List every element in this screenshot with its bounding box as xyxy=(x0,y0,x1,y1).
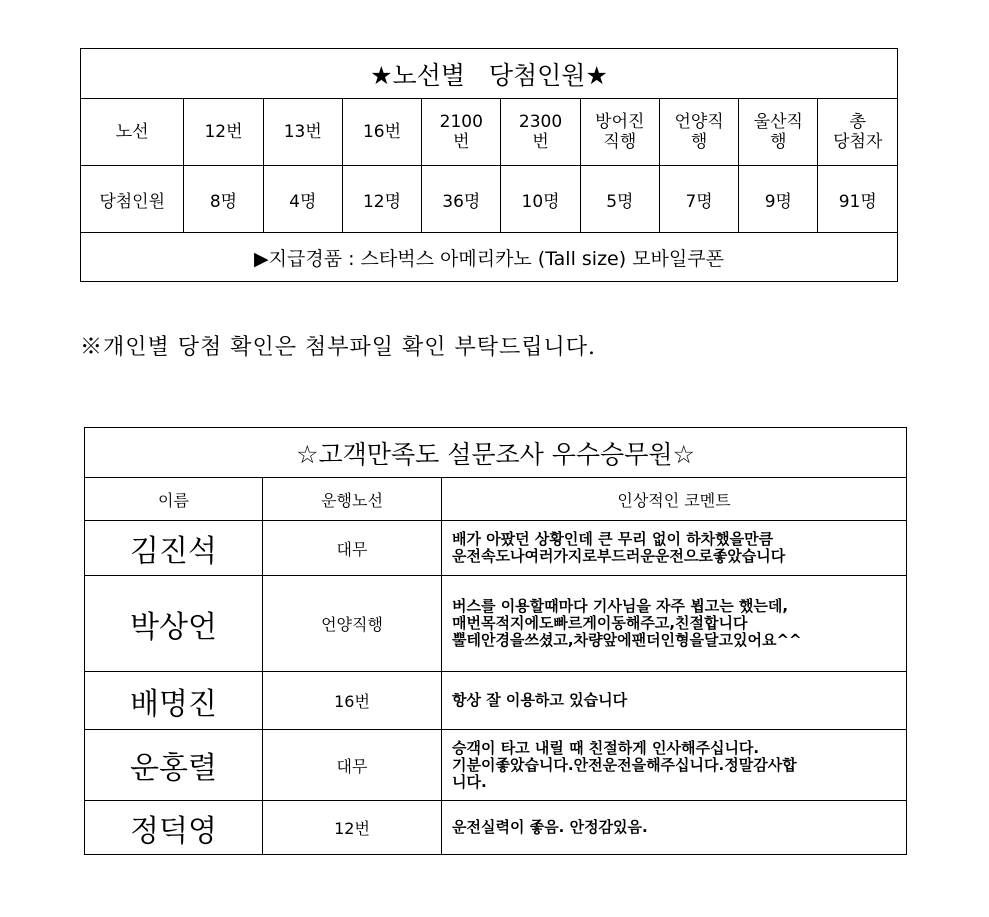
winner-count: 8명 xyxy=(184,166,263,233)
column-header-route: 운행노선 xyxy=(263,478,442,521)
driver-comment: 승객이 타고 내릴 때 친절하게 인사해주십니다. 기분이좋았습니다.안전운전을해주십니다.정말감사합 니다. xyxy=(442,730,907,801)
driver-route: 16번 xyxy=(263,672,442,730)
driver-name: 배명진 xyxy=(85,672,263,730)
winner-count: 9명 xyxy=(739,166,818,233)
route-name: 2300 번 xyxy=(501,99,580,166)
survey-table-title: ☆고객만족도 설문조사 우수승무원☆ xyxy=(85,428,907,478)
route-name: 16번 xyxy=(342,99,421,166)
winner-count: 12명 xyxy=(342,166,421,233)
driver-name: 운홍렬 xyxy=(85,730,263,801)
total-winners-header: 총 당첨자 xyxy=(818,99,898,166)
route-winners-table xyxy=(80,48,898,282)
table-row xyxy=(85,521,907,576)
winner-count: 5명 xyxy=(580,166,659,233)
winner-count-label: 당첨인원 xyxy=(81,166,184,233)
route-name: 울산직 행 xyxy=(739,99,818,166)
route-name: 2100 번 xyxy=(422,99,501,166)
table-row xyxy=(85,672,907,730)
route-name: 13번 xyxy=(263,99,342,166)
driver-route: 대무 xyxy=(263,730,442,801)
total-winner-count: 91명 xyxy=(818,166,898,233)
table-row xyxy=(85,730,907,801)
route-name: 12번 xyxy=(184,99,263,166)
driver-comment: 운전실력이 좋음. 안정감있음. xyxy=(442,801,907,855)
winner-count: 4명 xyxy=(263,166,342,233)
driver-name: 박상언 xyxy=(85,576,263,672)
route-name: 방어진 직행 xyxy=(580,99,659,166)
column-header-name: 이름 xyxy=(85,478,263,521)
table-row xyxy=(85,576,907,672)
winner-count: 36명 xyxy=(422,166,501,233)
winner-count: 10명 xyxy=(501,166,580,233)
driver-route: 대무 xyxy=(263,521,442,576)
excellent-driver-survey-table xyxy=(84,427,907,855)
driver-name: 정덕영 xyxy=(85,801,263,855)
winner-count: 7명 xyxy=(659,166,738,233)
table-row xyxy=(85,801,907,855)
driver-route: 언양직행 xyxy=(263,576,442,672)
driver-name: 김진석 xyxy=(85,521,263,576)
prize-description: ▶지급경품 : 스타벅스 아메리카노 (Tall size) 모바일쿠폰 xyxy=(81,233,898,282)
route-header-label: 노선 xyxy=(81,99,184,166)
route-name: 언양직 행 xyxy=(659,99,738,166)
driver-comment: 버스를 이용할때마다 기사님을 자주 뵙고는 했는데, 매번목적지에도빠르게이동해주고,친절합니다 뿔테안경을쓰셨고,차량앞에팬더인형을달고있어요^^ xyxy=(442,576,907,672)
column-header-comment: 인상적인 코멘트 xyxy=(442,478,907,521)
driver-comment: 배가 아팠던 상황인데 큰 무리 없이 하차했을만큼 운전속도나여러가지로부드러운운전으로좋았습니다 xyxy=(442,521,907,576)
driver-route: 12번 xyxy=(263,801,442,855)
individual-winner-notice: ※개인별 당첨 확인은 첨부파일 확인 부탁드립니다. xyxy=(80,335,597,360)
winners-table-title: ★노선별 당첨인원★ xyxy=(81,49,898,99)
driver-comment: 항상 잘 이용하고 있습니다 xyxy=(442,672,907,730)
